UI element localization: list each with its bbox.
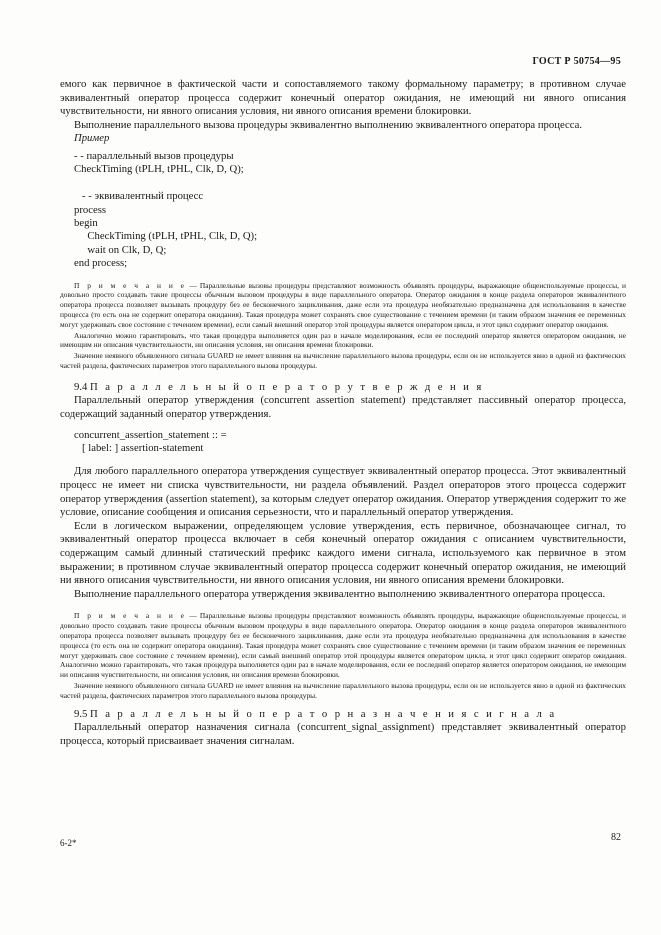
paragraph: Выполнение параллельного вызова процедуры эквивалентно выполнению эквивалентного оператора процесса. bbox=[74, 118, 582, 131]
example-label: Пример bbox=[74, 132, 110, 145]
note-1-guard: Значение неявного объявленного сигнала GUARD не имеет влияния на вычисление параллельного вызова процедуры, если он не используется явно в одной из фактических частей раздела, фактических параметров этого параллельного вызова процедуры. bbox=[60, 351, 626, 370]
note-1 bbox=[60, 281, 626, 330]
note-text: — Параллельные вызовы процедуры представляют возможность объявлять процедуры, выражающие общеиспользуемые процессы, и довольно просто создавать такие процессы обычным вызовом процедуры в виде параллельного оператора. Оператор ожидания в конце раздела операторов эквивалентного оператора процесса позволяет вызывать процедуру без ее бесконечного зацикливания, даже если эта процедура необязательно предназначена для использования в качестве процесса (то есть она не содержит оператора ожидания). Такая процедура может сохранять свое существование с течением времени (и таким образом значения ее переменных могут удерживать свое состояние с течением времени), если самый внешний оператор этой процедуры является оператором цикла, и этот цикл содержит оператор ожидания. Аналогично можно гарантировать, что такая процедура выполняется один раз в начале моделирования, если ее последний оператор является оператором ожидания, не имеющим ни описания чувствительности, ни описания условия, ни описания времени блокировки. bbox=[60, 611, 626, 680]
section-number: 9.5 bbox=[74, 707, 88, 720]
paragraph: Если в логическом выражении, определяющем условие утверждения, есть первичное, обозначающее сигнал, то эквивалентный оператор процесса включает в себя конечный оператор ожидания с описанием чувствительности, содержащим самый длинный статический префикс каждого имени сигнала, используемого как первичное в этом выражении; в противном случае эквивалентный оператор процесса содержит конечный оператор ожидания, не имеющий ни явного описания чувствительности, ни явного описания условия, ни явного описания времени блокировки. bbox=[60, 519, 626, 587]
code-example: - - параллельный вызов процедуры CheckTiming (tPLH, tPHL, Clk, D, Q); - - эквивалентный процесс process begin CheckTiming (tPLH, tPHL, Clk, D, Q); wait on Clk, D, Q; end process; bbox=[74, 149, 258, 270]
section-title: П а р а л л е л ь н ы й о п е р а т о р н а з н а ч е н и я с и г н а л а bbox=[90, 707, 557, 720]
syntax-rule: concurrent_assertion_statement :: = [ label: ] assertion-statement bbox=[74, 428, 227, 454]
note-2-guard: Значение неявного объявленного сигнала GUARD не имеет влияния на вычисление параллельного вызова процедуры, если он не используется явно в одной из фактических частей раздела, фактических параметров этого параллельного вызова процедуры. bbox=[60, 680, 626, 700]
paragraph: Выполнение параллельного оператора утверждения эквивалентно выполнению эквивалентного оператора процесса. bbox=[74, 587, 606, 600]
paragraph: Параллельный оператор утверждения (concurrent assertion statement) представляет пассивный оператор процесса, содержащий заданный оператор утверждения. bbox=[60, 394, 626, 420]
note-label: П р и м е ч а н и е bbox=[74, 280, 187, 290]
standard-header: ГОСТ Р 50754—95 bbox=[532, 56, 621, 67]
paragraph: емого как первичное в фактической части и сопоставляемого такому формальному параметру; в противном случае эквивалентный оператор процесса содержит конечный оператор ожидания, не имеющий ни явного описания чувствительности, ни явного описания условия, ни явного описания времени блокировки. bbox=[60, 78, 626, 118]
note-2 bbox=[60, 611, 626, 680]
page-number: 82 bbox=[611, 832, 621, 843]
print-signature: 6-2* bbox=[60, 838, 77, 848]
note-text: — Параллельные вызовы процедуры представляют возможность объявлять процедуры, выражающие общеиспользуемые процессы, и довольно просто создавать такие процессы обычным вызовом процедуры в виде параллельного оператора. Оператор ожидания в конце раздела операторов эквивалентного оператора процесса позволяет вызывать процедуру без ее бесконечного зацикливания, даже если эта процедура необязательно предназначена для использования в качестве процесса (то есть она не содержит оператора ожидания). Такая процедура может сохранять свое существование с течением времени (и таким образом значения ее переменных могут удерживать свое состояние с течением времени), если самый внешний оператор этой процедуры является оператором цикла, и этот цикл содержит оператор ожидания. bbox=[60, 280, 626, 329]
section-number: 9.4 bbox=[74, 380, 88, 393]
page-content bbox=[60, 78, 626, 748]
paragraph: Параллельный оператор назначения сигнала (concurrent_signal_assignment) представляет эквивалентный оператор процесса, который присваивает значения сигналам. bbox=[60, 721, 626, 747]
paragraph: Для любого параллельного оператора утверждения существует эквивалентный оператор процесса. Этот эквивалентный процесс не имеет ни списка чувствительности, ни раздела объявлений. Раздел операторов этого процесса содержит оператор утверждения (assertion statement), за которым следует оператор ожидания. Оператор утверждения содержит то же условие, описание сообщения и описания серьезности, что и параллельный оператор утверждения. bbox=[60, 465, 626, 519]
section-heading-9-5 bbox=[74, 708, 626, 722]
section-title: П а р а л л е л ь н ы й о п е р а т о р у т в е р ж д е н и я bbox=[90, 380, 484, 393]
note-1-continued: Аналогично можно гарантировать, что такая процедура выполняется один раз в начале моделирования, если ее последний оператор является оператором ожидания, не имеющим ни описания чувствительности, ни описания условия, ни описания времени блокировки. bbox=[60, 330, 626, 350]
note-label: П р и м е ч а н и е bbox=[74, 611, 187, 621]
section-heading-9-4 bbox=[74, 381, 626, 395]
